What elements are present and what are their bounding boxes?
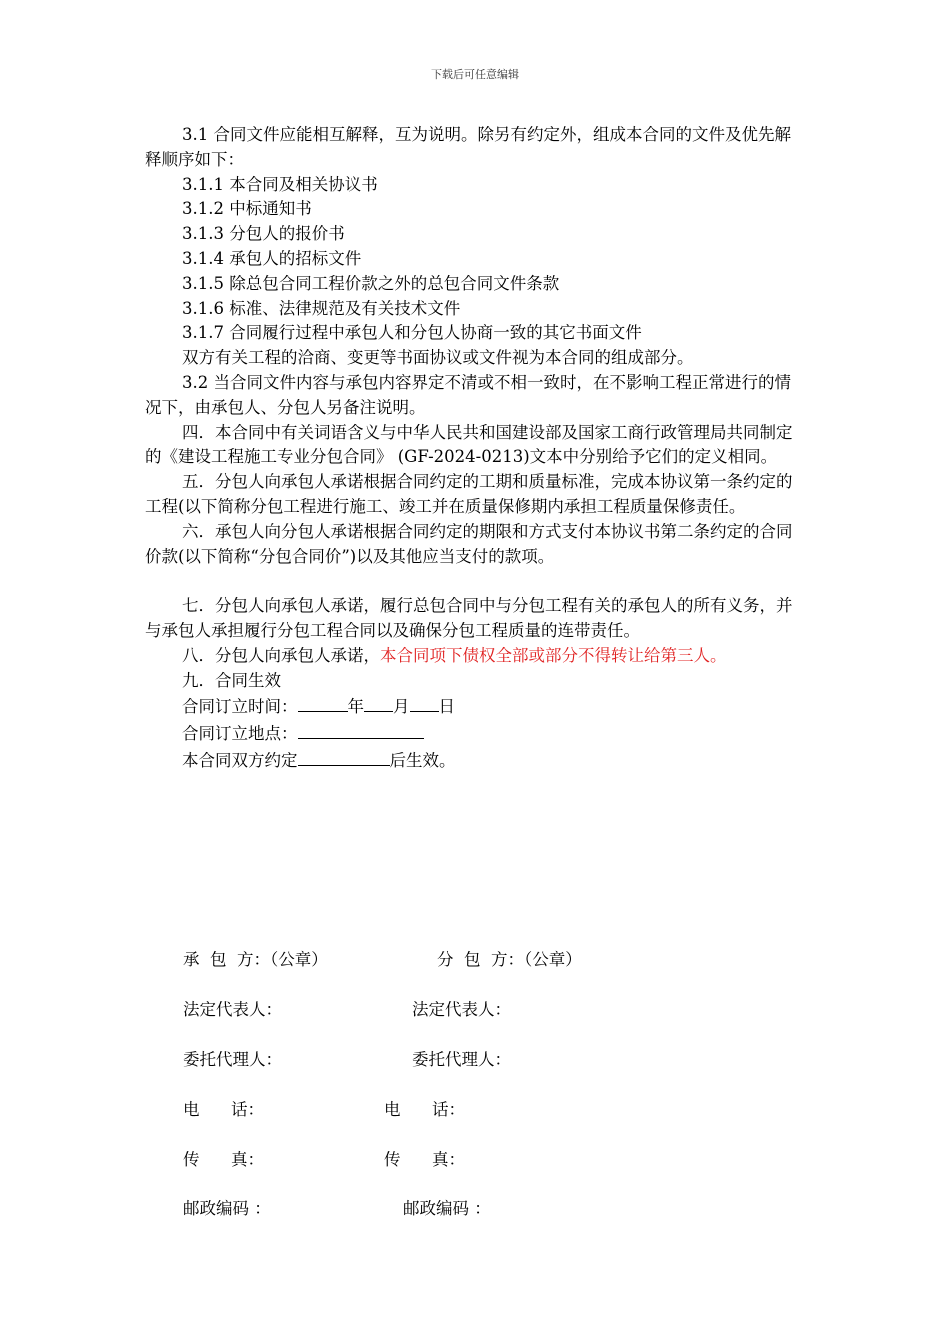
- effective-prefix: 本合同双方约定: [182, 750, 298, 770]
- article-8-text: 八．分包人向承包人承诺，: [182, 645, 380, 665]
- consult-paragraph: 双方有关工程的洽商、变更等书面协议或文件视为本合同的组成部分。: [182, 348, 694, 368]
- contractor-phone-label: 电 话：: [183, 1100, 264, 1119]
- sign-place-label: 合同订立地点：: [182, 724, 298, 744]
- article-8: [145, 644, 807, 669]
- article-6: 六．承包人向分包人承诺根据合同约定的期限和方式支付本协议书第二条约定的合同价款(以下简称“分包合同价”)以及其他应当支付的款项。: [145, 521, 793, 566]
- subcontractor-phone-label: 电 话：: [384, 1100, 465, 1119]
- article-5: 五．分包人向承包人承诺根据合同约定的工期和质量标准，完成本协议第一条约定的工程(以下简称分包工程进行施工、竣工并在质量保修期内承担工程质量保修责任。: [145, 472, 793, 516]
- clause-3-1-5: 3.1.5 除总包合同工程价款之外的总包合同文件条款: [182, 273, 560, 293]
- contract-body: [145, 123, 807, 774]
- spacer: [145, 569, 807, 594]
- subcontractor-seal-label: 分 包 方：（公章）: [437, 950, 582, 969]
- page-header: 下载后可任意编辑: [431, 68, 519, 81]
- article-9: 九．合同生效: [182, 670, 281, 690]
- contractor-seal-label: 承 包 方：（公章）: [183, 950, 328, 969]
- article-8-highlight: 本合同项下债权全部或部分不得转让给第三人。: [380, 645, 727, 665]
- month-label: 月: [393, 697, 410, 717]
- year-label: 年: [347, 697, 364, 717]
- sign-time-line: [145, 693, 807, 720]
- day-label: 日: [438, 697, 455, 717]
- clause-3-1: 3.1 合同文件应能相互解释，互为说明。除另有约定外，组成本合同的文件及优先解释顺序如下：: [145, 125, 791, 169]
- clause-3-1-6: 3.1.6 标准、法律规范及有关技术文件: [182, 298, 461, 318]
- sign-place-line: [145, 720, 807, 747]
- subcontractor-postcode-label: 邮政编码 ：: [403, 1199, 491, 1218]
- effective-line: [145, 747, 807, 774]
- sign-time-label: 合同订立时间：: [182, 697, 298, 717]
- clause-3-1-1: 3.1.1 本合同及相关协议书: [182, 174, 378, 194]
- clause-3-1-2: 3.1.2 中标通知书: [182, 199, 312, 219]
- contractor-postcode-label: 邮政编码 ：: [183, 1199, 271, 1218]
- year-blank[interactable]: [298, 693, 348, 712]
- effective-blank[interactable]: [298, 747, 390, 766]
- contractor-agent-label: 委托代理人：: [183, 1050, 282, 1069]
- contractor-legal-rep-label: 法定代表人：: [183, 1000, 282, 1019]
- clause-3-2: 3.2 当合同文件内容与承包内容界定不清或不相一致时，在不影响工程正常进行的情况下，由承包人、分包人另备注说明。: [145, 372, 791, 417]
- article-7: 七．分包人向承包人承诺，履行总包合同中与分包工程有关的承包人的所有义务，并与承包人承担履行分包工程合同以及确保分包工程质量的连带责任。: [145, 596, 793, 640]
- clause-3-1-7: 3.1.7 合同履行过程中承包人和分包人协商一致的其它书面文件: [182, 323, 642, 343]
- subcontractor-agent-label: 委托代理人：: [412, 1050, 511, 1069]
- day-blank[interactable]: [410, 693, 439, 712]
- clause-3-1-3: 3.1.3 分包人的报价书: [182, 224, 345, 244]
- article-4: 四．本合同中有关词语含义与中华人民共和国建设部及国家工商行政管理局共同制定的《建设工程施工专业分包合同》 (GF-2024-0213)文本中分别给予它们的定义相同。: [145, 422, 793, 467]
- effective-suffix: 后生效。: [389, 750, 456, 770]
- subcontractor-legal-rep-label: 法定代表人：: [412, 1000, 511, 1019]
- contractor-fax-label: 传 真：: [183, 1150, 264, 1169]
- month-blank[interactable]: [364, 693, 393, 712]
- subcontractor-fax-label: 传 真：: [384, 1150, 465, 1169]
- sign-place-blank[interactable]: [298, 720, 424, 739]
- clause-3-1-4: 3.1.4 承包人的招标文件: [182, 248, 362, 268]
